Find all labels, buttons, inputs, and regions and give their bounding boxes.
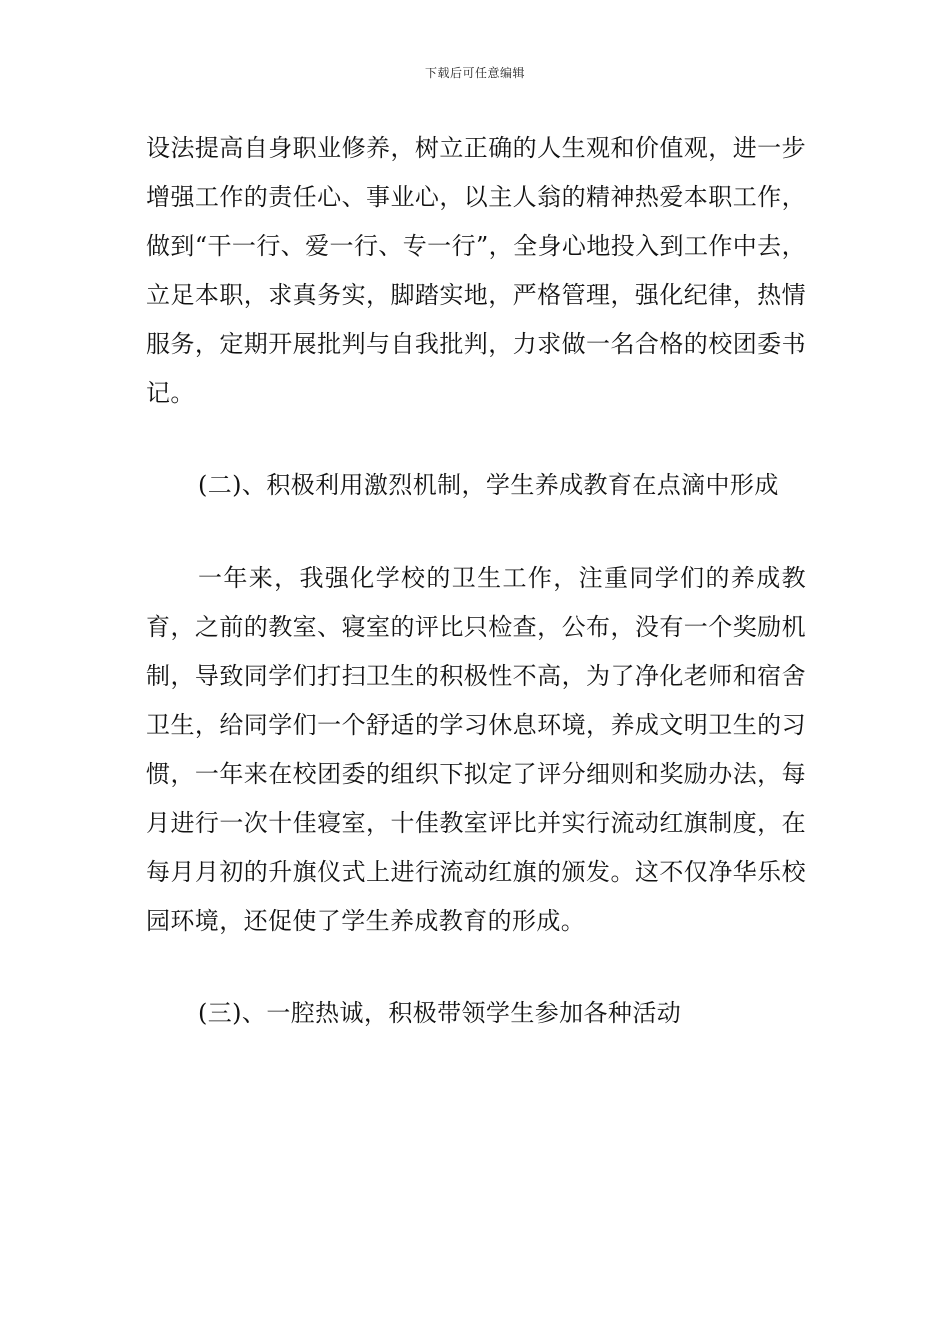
section-heading-3: (三)、一腔热诚，积极带领学生参加各种活动 [198,999,682,1027]
document-body [146,124,806,1038]
paragraph-continuation: 设法提高自身职业修养，树立正确的人生观和价值观，进一步增强工作的责任心、事业心，以主人翁的精神热爱本职工作，做到“干一行、爱一行、专一行”，全身心地投入到工作中去，立足本职，求真务实，脚踏实地，严格管理，强化纪律，热情服务，定期开展批判与自我批判，力求做一名合格的校团委书记。 [146,134,806,407]
paragraph-hygiene-work: 一年来，我强化学校的卫生工作，注重同学们的养成教育，之前的教室、寝室的评比只检查，公布，没有一个奖励机制，导致同学们打扫卫生的积极性不高，为了净化老师和宿舍卫生，给同学们一个舒适的学习休息环境，养成文明卫生的习惯，一年来在校团委的组织下拟定了评分细则和奖励办法，每月进行一次十佳寝室，十佳教室评比并实行流动红旗制度，在每月月初的升旗仪式上进行流动红旗的颁发。这不仅净华乐校园环境，还促使了学生养成教育的形成。 [146,564,806,935]
page-header: 下载后可任意编辑 [424,66,525,80]
section-heading-2: (二)、积极利用激烈机制，学生养成教育在点滴中形成 [198,471,779,499]
